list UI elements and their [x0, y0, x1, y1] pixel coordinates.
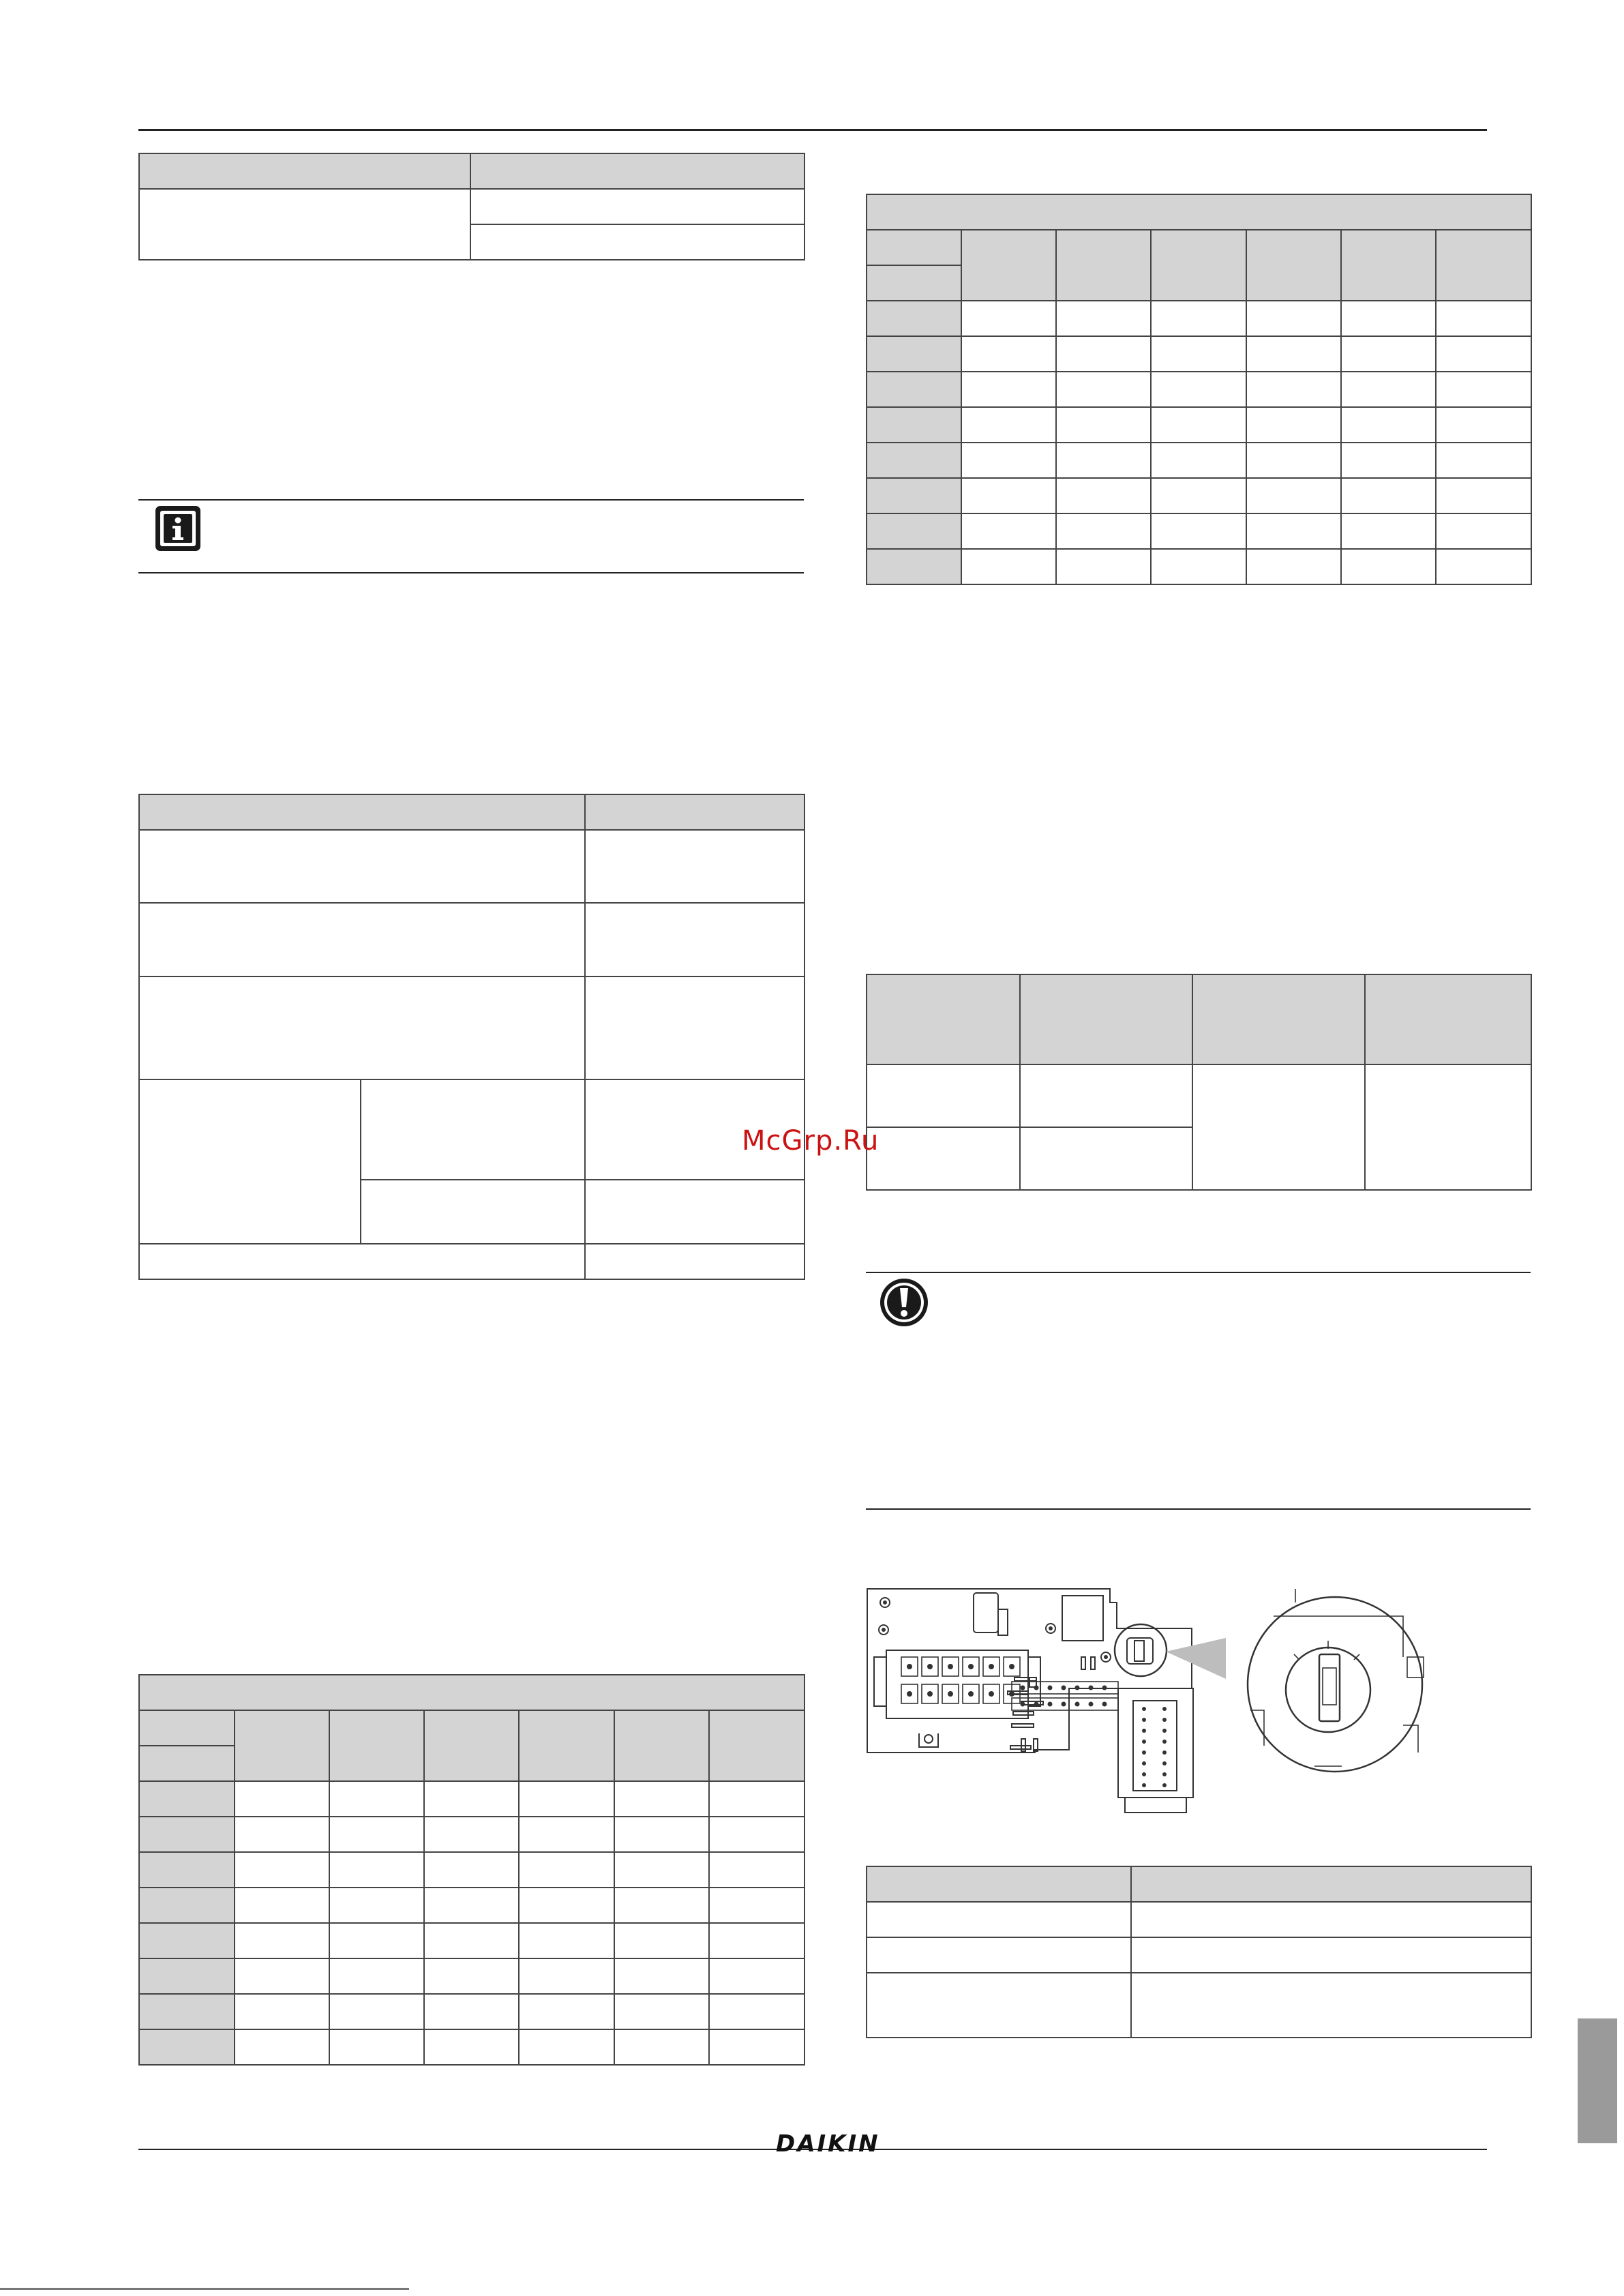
table-left-3	[138, 1674, 805, 2066]
chapter-tab-marker	[1578, 2018, 1617, 2143]
table-right-2	[866, 974, 1532, 1191]
info-note-top-rule	[138, 499, 804, 501]
pcb-switch-diagram	[864, 1575, 1464, 1821]
info-note-bottom-rule	[138, 572, 804, 573]
information-icon	[154, 505, 202, 552]
table-right-1	[866, 194, 1532, 585]
scan-edge-strip	[0, 2288, 409, 2290]
watermark-text: McGrp.Ru	[742, 1125, 879, 1157]
exclamation-icon	[879, 1277, 929, 1328]
table-left-1	[138, 153, 805, 260]
table-left-2	[138, 794, 805, 1280]
caution-note-top-rule	[866, 1272, 1531, 1273]
daikin-logo: DAIKIN	[776, 2130, 880, 2158]
page-top-rule	[138, 129, 1487, 131]
table-right-3	[866, 1866, 1532, 2038]
caution-note-bottom-rule	[866, 1508, 1531, 1510]
